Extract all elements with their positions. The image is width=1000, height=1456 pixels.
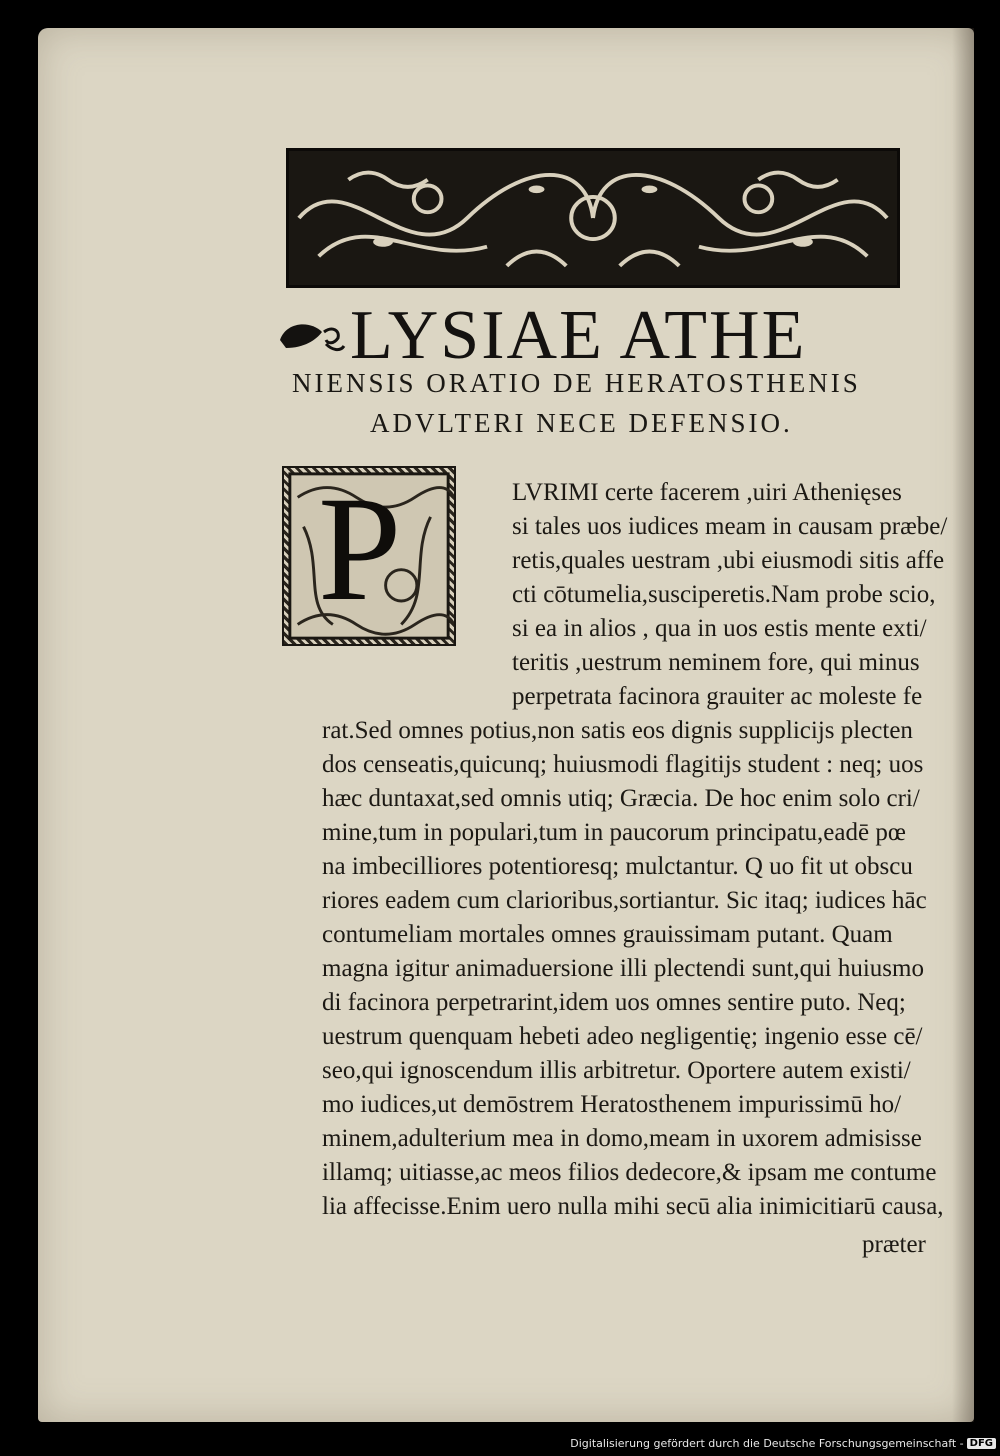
- page-title: LYSIAE ATHE: [350, 297, 807, 374]
- text-line: seo,qui ignoscendum illis arbitretur. Oportere autem existi/: [322, 1057, 911, 1084]
- text-line: mine,tum in populari,tum in paucorum principatu,eadē pœ: [322, 819, 906, 846]
- text-line: retis,quales uestram ,ubi eiusmodi sitis affe: [512, 547, 945, 574]
- text-line: hæc duntaxat,sed omnis utiq; Græcia. De hoc enim solo cri/: [322, 785, 920, 812]
- text-line: si ea in alios , qua in uos estis mente exti/: [512, 615, 927, 642]
- text-line: di facinora perpetrarint,idem uos omnes sentire puto. Neq;: [322, 989, 906, 1016]
- text-line: perpetrata facinora grauiter ac moleste fe: [512, 683, 923, 710]
- text-line: cti cōtumelia,susciperetis.Nam probe scio,: [512, 581, 936, 608]
- text-line: uestrum quenquam hebeti adeo negligentię; ingenio esse cē/: [322, 1023, 923, 1050]
- dfg-logo-icon: DFG: [967, 1438, 996, 1449]
- text-line: si tales uos iudices meam in causam præbe/: [512, 513, 948, 540]
- title-line-3: ADVLTERI NECE DEFENSIO.: [370, 408, 793, 438]
- text-line: contumeliam mortales omnes grauissimam putant. Quam: [322, 921, 893, 948]
- text-line: rat.Sed omnes potius,non satis eos dignis supplicijs plecten: [322, 717, 913, 744]
- text-line: mo iudices,ut demōstrem Heratosthenem impurissimū ho/: [322, 1091, 902, 1118]
- text-line: teritis ,uestrum neminem fore, qui minus: [512, 649, 920, 676]
- text-line: riores eadem cum clarioribus,sortiantur. Sic itaq; iudices hāc: [322, 887, 927, 914]
- text-line: LVRIMI certe facerem ,uiri Athenięses: [512, 479, 902, 506]
- digitization-credit: [570, 1437, 996, 1450]
- text-line: magna igitur animaduersione illi plectendi sunt,qui huiusmo: [322, 955, 924, 982]
- catchword: præter: [862, 1231, 926, 1258]
- text-line: dos censeatis,quicunq; huiusmodi flagitijs student : neq; uos: [322, 751, 924, 778]
- text-line: lia affecisse.Enim uero nulla mihi secū alia inimicitiarū causa,: [322, 1193, 944, 1220]
- text-line: minem,adulterium mea in domo,meam in uxorem admisisse: [322, 1125, 922, 1152]
- credit-text: Digitalisierung gefördert durch die Deutsche Forschungsgemeinschaft -: [570, 1437, 964, 1450]
- text-line: na imbecilliores potentioresq; mulctantur. Q uo fit ut obscu: [322, 853, 913, 880]
- title-line-2: NIENSIS ORATIO DE HERATOSTHENIS: [292, 368, 861, 398]
- drop-cap: P: [318, 466, 402, 632]
- text-line: illamq; uitiasse,ac meos filios dedecore,& ipsam me contume: [322, 1159, 937, 1186]
